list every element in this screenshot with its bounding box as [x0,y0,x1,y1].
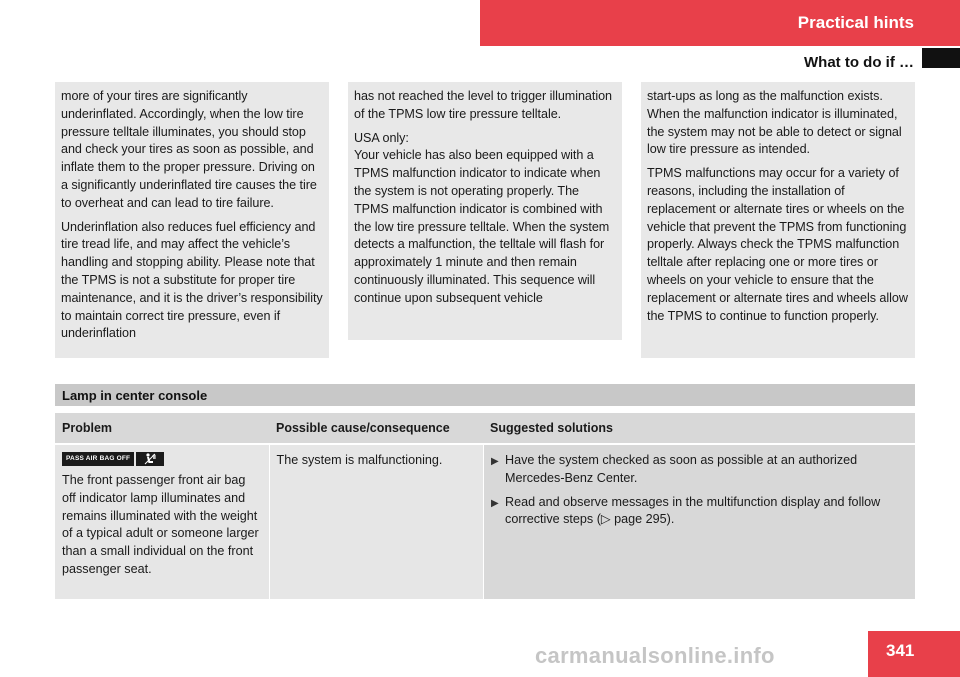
indicator-lamp [62,452,262,466]
paragraph: USA only: Your vehicle has also been equipped with a TPMS malfunction indicator to indicate when the system is not operating properly. The TPMS malfunction indicator is combined with the low tire pressure telltale. When the system detects a malfunction, the telltale will flash for approximately 1 minute and then remain continuously illuminated. This sequence will continue upon subsequent vehicle [354,130,610,305]
table-header-row [55,413,915,443]
table-row [55,445,915,599]
table-title: Lamp in center console [55,384,915,406]
problem-text: The front passenger front air bag off indicator lamp illuminates and remains illuminated with the weight of a typical adult or someone larger than a small individual on the front passenger seat. [62,473,259,576]
paragraph: Underinflation also reduces fuel efficiency and tire tread life, and may affect the vehicle’s handling and stopping ability. Please note that the TPMS is not a substitute for proper tire maintenance, and it is the driver’s responsibility to maintain correct tire pressure, even if underinflation [61,219,323,341]
solution-text: Read and observe messages in the multifunction display and follow corrective steps (▷ page 295). [505,494,881,527]
header-cause: Possible cause/consequence [276,421,450,435]
subsection-title: What to do if … [804,54,914,71]
lamp-table [55,384,915,599]
paragraph: start-ups as long as the malfunction exists. When the malfunction indicator is illuminated, the system may not be able to detect or signal low tire pressure as intended. [647,89,902,157]
solution-item [491,494,908,530]
paragraph: more of your tires are significantly underinflated. Accordingly, when the low tire pressure telltale illuminates, you should stop and check your tires as soon as possible, and inflate them to the proper pressure. Driving on a significantly underinflated tire causes the tire to overheat and can lead to tire failure. [61,89,317,210]
arrow-right-icon: ▶ [491,456,499,467]
watermark: carmanualsonline.info [535,643,775,668]
paragraph: TPMS malfunctions may occur for a variety of reasons, including the installation of replacement or alternate tires or wheels on the vehicle that prevent the TPMS from functioning properly. Always check the TPMS malfunction telltale after replacing one or more tires or wheels on your vehicle to ensure that the replacement or alternate tires and wheels allow the TPMS to continue to function properly. [647,166,908,323]
problem-cell [55,445,269,599]
solutions-cell [484,445,915,599]
cause-text: The system is malfunctioning. [276,453,443,467]
text-column-2 [348,82,622,340]
text-column-3 [641,82,915,358]
header-problem: Problem [62,421,113,435]
arrow-right-icon: ▶ [491,497,499,509]
header-solutions: Suggested solutions [490,421,613,435]
cause-cell [270,445,484,599]
thumb-tab [922,48,960,68]
pass-air-bag-off-badge: PASS AIR BAG OFF [62,452,134,466]
paragraph: has not reached the level to trigger illumination of the TPMS low tire pressure telltale. [354,89,612,121]
passenger-seat-airbag-icon [136,452,164,466]
section-header [480,0,960,46]
text-column-1 [55,82,329,358]
solution-text: Have the system checked as soon as possible at an authorized Mercedes-Benz Center. [505,453,858,485]
page-number: 341 [868,631,960,677]
solution-item [491,452,908,488]
section-title: Practical hints [797,13,914,32]
